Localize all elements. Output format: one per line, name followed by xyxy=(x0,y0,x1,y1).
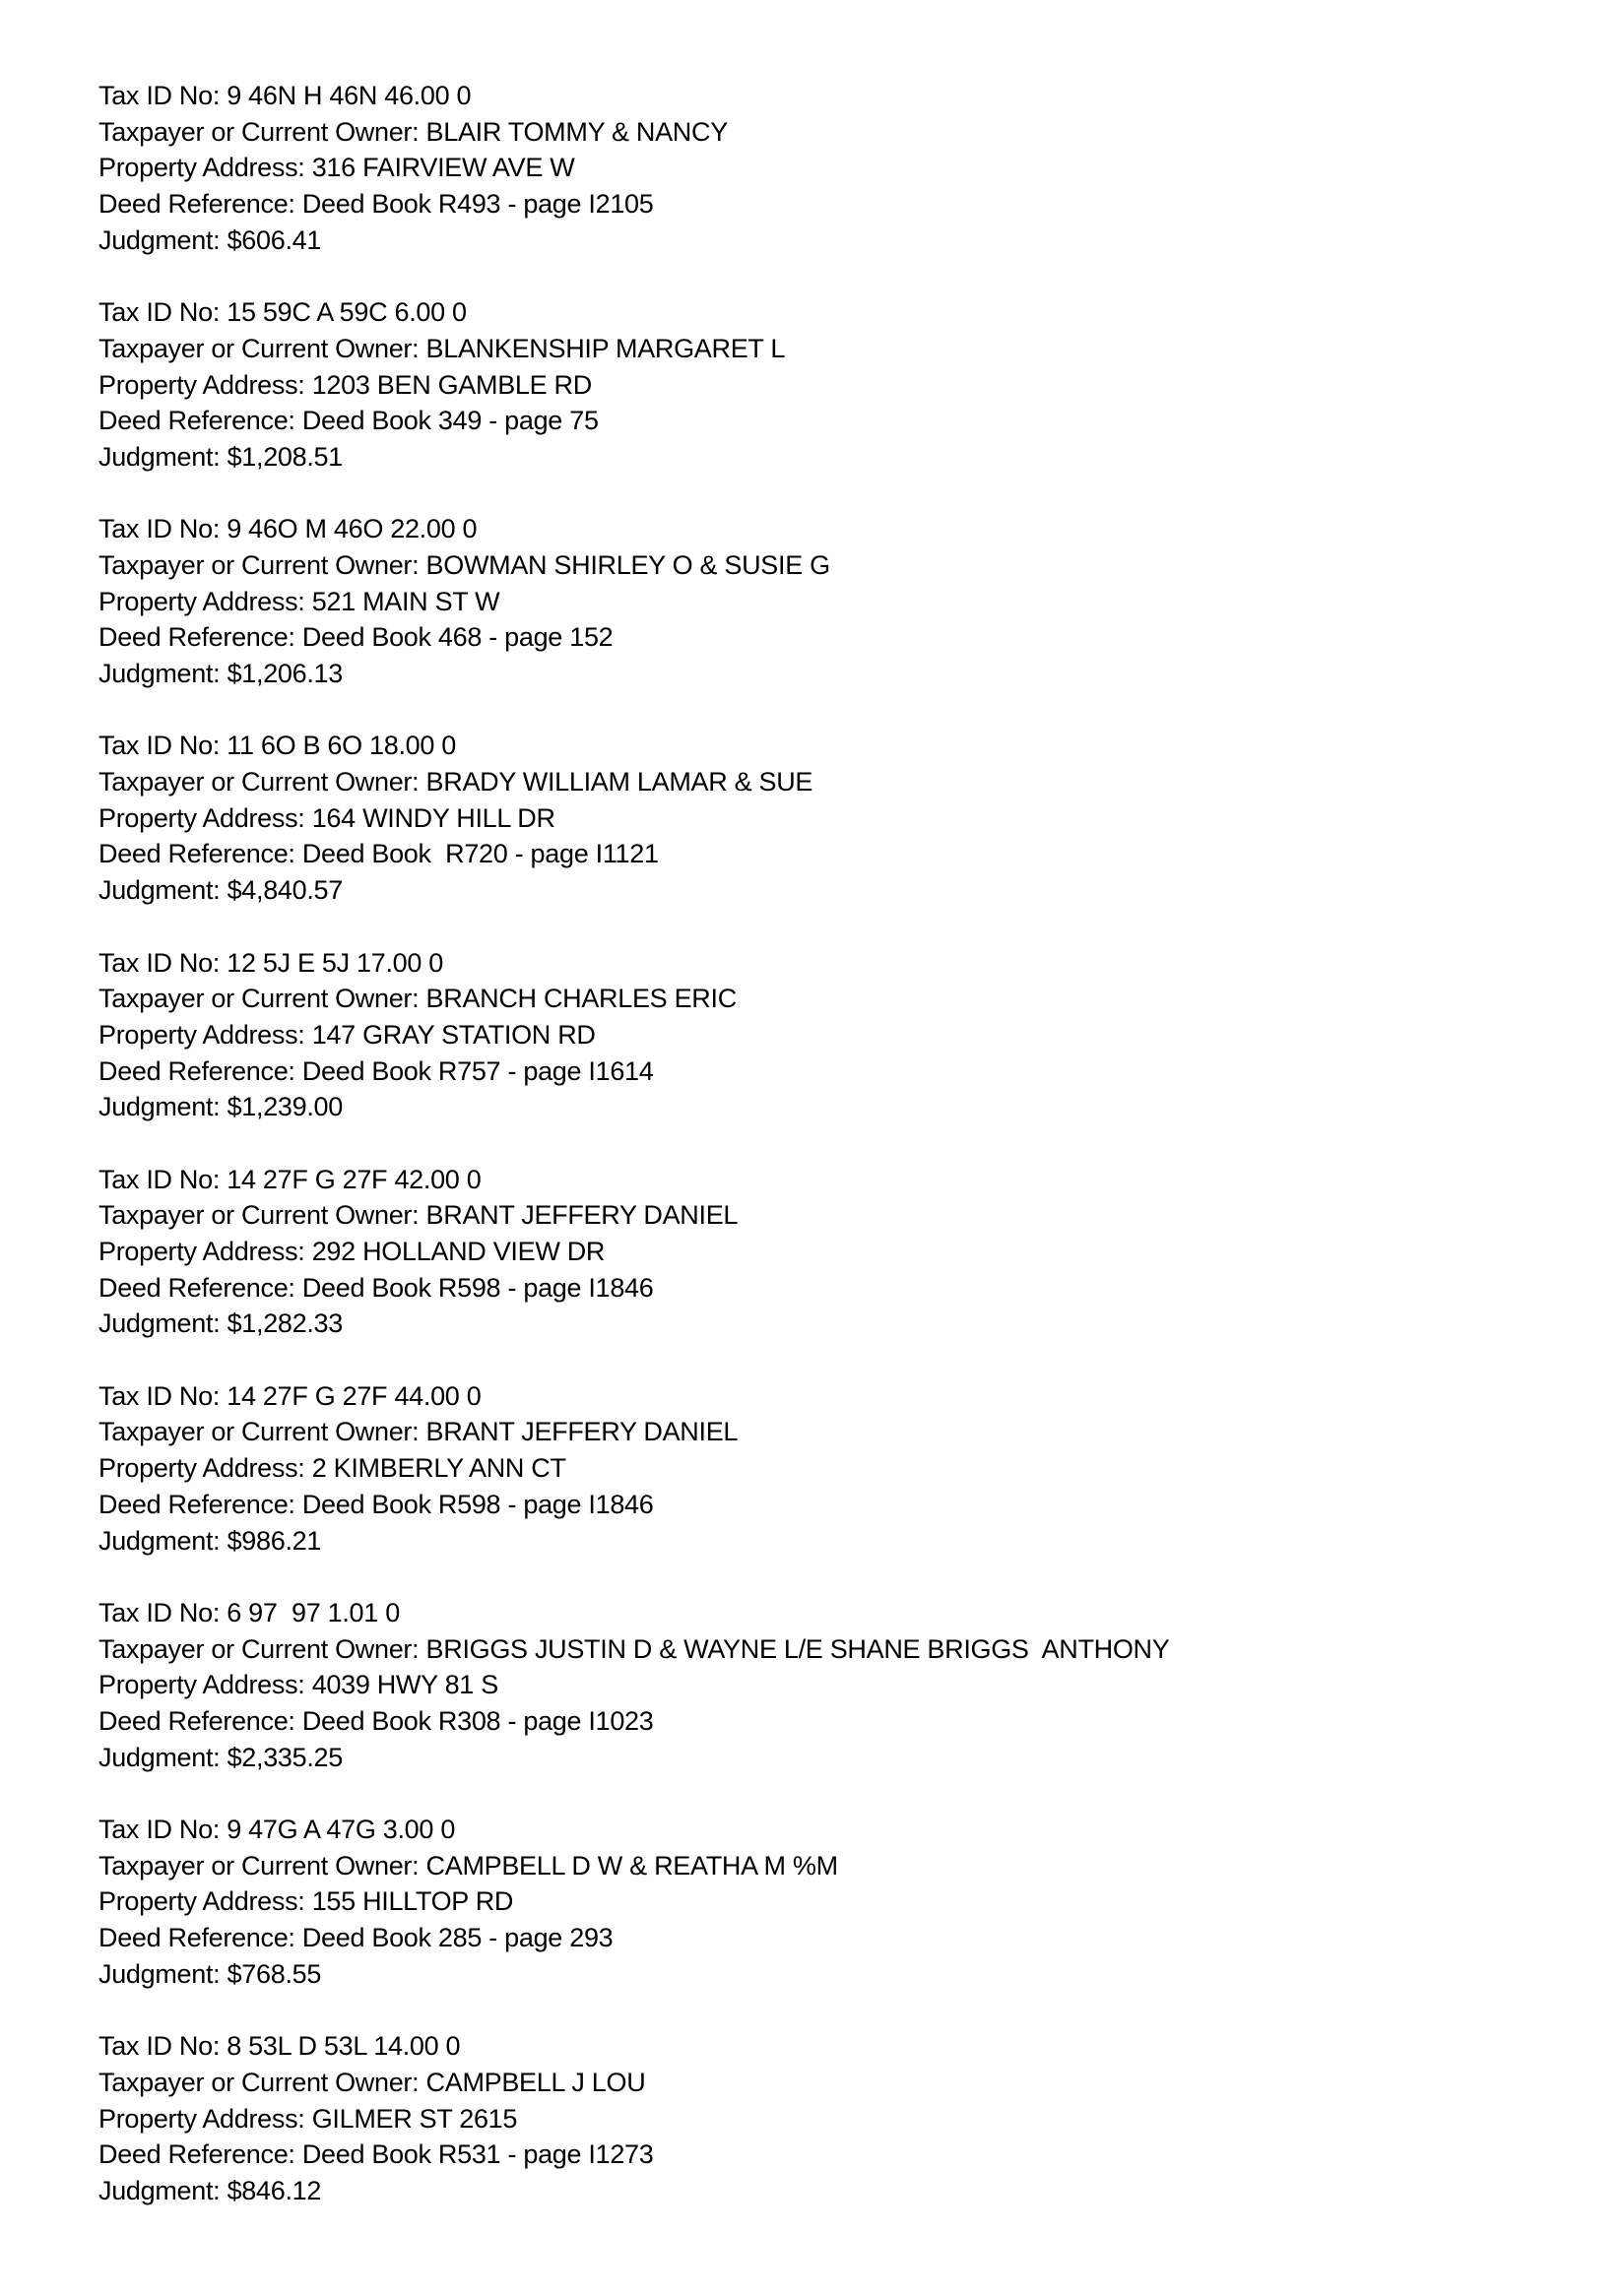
judgment-line xyxy=(98,1523,1576,1560)
judgment-line xyxy=(98,872,1576,909)
judgment-label: Judgment: xyxy=(98,659,227,688)
owner-label: Taxpayer or Current Owner: xyxy=(98,1633,426,1664)
owner-line xyxy=(98,764,1576,800)
address-label: Property Address: xyxy=(98,153,312,183)
tax-id-label: Tax ID No: xyxy=(98,297,227,328)
deed-label: Deed Reference: xyxy=(98,2139,302,2170)
address-label: Property Address: xyxy=(98,802,312,833)
judgment-value: $1,208.51 xyxy=(227,441,343,472)
owner-label: Taxpayer or Current Owner: xyxy=(98,1200,426,1231)
deed-line xyxy=(98,836,1576,872)
judgment-label: Judgment: xyxy=(98,441,227,472)
tax-id-value: 12 5J E 5J 17.00 0 xyxy=(227,947,444,978)
tax-id-value: 6 97 97 1.01 0 xyxy=(227,1597,400,1627)
document-page xyxy=(98,78,1576,2245)
owner-line xyxy=(98,331,1576,367)
address-value: 4039 HWY 81 S xyxy=(311,1670,498,1700)
owner-value: CAMPBELL D W & REATHA M %M xyxy=(425,1850,838,1881)
tax-record xyxy=(98,1378,1576,1559)
judgment-line xyxy=(98,1740,1576,1776)
tax-id-line xyxy=(98,78,1576,114)
judgment-label: Judgment: xyxy=(98,1525,227,1556)
judgment-label: Judgment: xyxy=(98,1308,227,1339)
owner-line xyxy=(98,2065,1576,2101)
tax-id-line xyxy=(98,1812,1576,1848)
judgment-value: $606.41 xyxy=(227,224,322,255)
deed-label: Deed Reference: xyxy=(98,622,302,653)
judgment-value: $1,282.33 xyxy=(227,1308,343,1339)
judgment-line xyxy=(98,656,1576,692)
deed-label: Deed Reference: xyxy=(98,1055,302,1086)
address-line xyxy=(98,367,1576,404)
address-line xyxy=(98,1234,1576,1270)
judgment-value: $768.55 xyxy=(227,1958,322,1989)
owner-value: BRIGGS JUSTIN D & WAYNE L/E SHANE BRIGGS ANTHONY xyxy=(425,1633,1170,1664)
tax-id-label: Tax ID No: xyxy=(98,731,227,761)
deed-value: Deed Book 468 - page 152 xyxy=(301,622,614,653)
owner-line xyxy=(98,1848,1576,1884)
tax-record xyxy=(98,728,1576,908)
address-line xyxy=(98,1667,1576,1703)
address-value: GILMER ST 2615 xyxy=(311,2103,518,2134)
owner-line xyxy=(98,547,1576,584)
deed-label: Deed Reference: xyxy=(98,189,302,220)
judgment-line xyxy=(98,223,1576,259)
address-value: 292 HOLLAND VIEW DR xyxy=(311,1237,606,1266)
judgment-value: $2,335.25 xyxy=(227,1742,343,1772)
tax-id-label: Tax ID No: xyxy=(98,1597,227,1627)
owner-value: BOWMAN SHIRLEY O & SUSIE G xyxy=(425,549,830,580)
owner-label: Taxpayer or Current Owner: xyxy=(98,984,426,1014)
address-label: Property Address: xyxy=(98,1453,312,1484)
deed-line xyxy=(98,1920,1576,1956)
tax-id-label: Tax ID No: xyxy=(98,1380,227,1411)
judgment-value: $846.12 xyxy=(227,2175,322,2205)
owner-line xyxy=(98,114,1576,151)
judgment-line xyxy=(98,1956,1576,1993)
address-label: Property Address: xyxy=(98,586,312,616)
judgment-label: Judgment: xyxy=(98,2175,227,2205)
deed-label: Deed Reference: xyxy=(98,1272,302,1303)
tax-id-label: Tax ID No: xyxy=(98,1164,227,1194)
owner-label: Taxpayer or Current Owner: xyxy=(98,333,426,363)
owner-line xyxy=(98,981,1576,1017)
address-value: 155 HILLTOP RD xyxy=(311,1886,514,1917)
tax-record xyxy=(98,2028,1576,2208)
judgment-value: $4,840.57 xyxy=(227,875,343,906)
tax-id-line xyxy=(98,728,1576,764)
owner-line xyxy=(98,1197,1576,1234)
tax-id-line xyxy=(98,1378,1576,1415)
address-label: Property Address: xyxy=(98,369,312,400)
deed-value: Deed Book R757 - page I1614 xyxy=(301,1055,654,1086)
judgment-label: Judgment: xyxy=(98,224,227,255)
judgment-label: Judgment: xyxy=(98,1092,227,1122)
judgment-value: $1,206.13 xyxy=(227,659,343,688)
address-line xyxy=(98,584,1576,620)
address-label: Property Address: xyxy=(98,1670,312,1700)
deed-value: Deed Book 349 - page 75 xyxy=(301,406,599,436)
tax-id-label: Tax ID No: xyxy=(98,947,227,978)
address-line xyxy=(98,1017,1576,1053)
tax-id-label: Tax ID No: xyxy=(98,81,227,110)
owner-value: BRANT JEFFERY DANIEL xyxy=(425,1200,739,1231)
tax-record xyxy=(98,1812,1576,1992)
deed-label: Deed Reference: xyxy=(98,1923,302,1953)
judgment-label: Judgment: xyxy=(98,1742,227,1772)
judgment-line xyxy=(98,1306,1576,1342)
tax-record xyxy=(98,1162,1576,1342)
owner-label: Taxpayer or Current Owner: xyxy=(98,549,426,580)
judgment-line xyxy=(98,439,1576,476)
owner-label: Taxpayer or Current Owner: xyxy=(98,116,426,147)
deed-label: Deed Reference: xyxy=(98,839,302,869)
deed-line xyxy=(98,1487,1576,1523)
tax-id-value: 14 27F G 27F 44.00 0 xyxy=(227,1380,482,1411)
address-line xyxy=(98,2101,1576,2137)
tax-id-line xyxy=(98,1162,1576,1198)
address-label: Property Address: xyxy=(98,2103,312,2134)
deed-line xyxy=(98,186,1576,223)
judgment-value: $1,239.00 xyxy=(227,1092,343,1122)
deed-line xyxy=(98,1053,1576,1090)
address-label: Property Address: xyxy=(98,1886,312,1917)
owner-value: CAMPBELL J LOU xyxy=(425,2067,646,2097)
owner-value: BLAIR TOMMY & NANCY xyxy=(425,116,728,147)
address-value: 316 FAIRVIEW AVE W xyxy=(311,153,575,183)
deed-value: Deed Book R598 - page I1846 xyxy=(301,1272,654,1303)
address-value: 164 WINDY HILL DR xyxy=(311,802,555,833)
address-value: 521 MAIN ST W xyxy=(311,586,500,616)
tax-id-label: Tax ID No: xyxy=(98,1815,227,1844)
tax-id-line xyxy=(98,1595,1576,1631)
tax-id-line xyxy=(98,294,1576,331)
deed-value: Deed Book R720 - page I1121 xyxy=(301,839,659,869)
tax-record xyxy=(98,78,1576,258)
tax-record xyxy=(98,511,1576,691)
address-line xyxy=(98,150,1576,186)
address-line xyxy=(98,1883,1576,1920)
owner-value: BRANT JEFFERY DANIEL xyxy=(425,1417,739,1447)
tax-id-line xyxy=(98,511,1576,547)
judgment-line xyxy=(98,1089,1576,1125)
address-label: Property Address: xyxy=(98,1237,312,1266)
tax-record xyxy=(98,294,1576,475)
tax-id-value: 8 53L D 53L 14.00 0 xyxy=(227,2031,461,2062)
tax-id-label: Tax ID No: xyxy=(98,514,227,544)
owner-value: BRADY WILLIAM LAMAR & SUE xyxy=(425,767,813,797)
owner-line xyxy=(98,1414,1576,1450)
deed-value: Deed Book R531 - page I1273 xyxy=(301,2139,654,2170)
tax-id-value: 9 46N H 46N 46.00 0 xyxy=(227,81,472,110)
tax-id-value: 15 59C A 59C 6.00 0 xyxy=(227,297,467,328)
tax-id-value: 9 47G A 47G 3.00 0 xyxy=(227,1815,456,1844)
deed-label: Deed Reference: xyxy=(98,406,302,436)
judgment-line xyxy=(98,2173,1576,2209)
judgment-label: Judgment: xyxy=(98,1958,227,1989)
tax-id-value: 11 6O B 6O 18.00 0 xyxy=(227,731,457,761)
deed-label: Deed Reference: xyxy=(98,1705,302,1736)
address-value: 147 GRAY STATION RD xyxy=(311,1019,596,1050)
address-value: 1203 BEN GAMBLE RD xyxy=(311,369,592,400)
deed-value: Deed Book R308 - page I1023 xyxy=(301,1705,654,1736)
address-value: 2 KIMBERLY ANN CT xyxy=(311,1453,566,1484)
owner-label: Taxpayer or Current Owner: xyxy=(98,1850,426,1881)
tax-id-line xyxy=(98,945,1576,982)
deed-value: Deed Book R598 - page I1846 xyxy=(301,1489,654,1519)
deed-line xyxy=(98,619,1576,656)
tax-id-line xyxy=(98,2028,1576,2065)
address-line xyxy=(98,1450,1576,1487)
owner-label: Taxpayer or Current Owner: xyxy=(98,2067,426,2097)
deed-line xyxy=(98,1270,1576,1307)
address-line xyxy=(98,800,1576,837)
deed-line xyxy=(98,2137,1576,2173)
deed-label: Deed Reference: xyxy=(98,1489,302,1519)
deed-value: Deed Book R493 - page I2105 xyxy=(301,189,654,220)
tax-id-label: Tax ID No: xyxy=(98,2031,227,2062)
tax-id-value: 9 46O M 46O 22.00 0 xyxy=(227,514,478,544)
tax-record xyxy=(98,1595,1576,1775)
judgment-value: $986.21 xyxy=(227,1525,322,1556)
tax-record xyxy=(98,945,1576,1125)
judgment-label: Judgment: xyxy=(98,875,227,906)
owner-line xyxy=(98,1631,1576,1668)
owner-label: Taxpayer or Current Owner: xyxy=(98,767,426,797)
address-label: Property Address: xyxy=(98,1019,312,1050)
owner-label: Taxpayer or Current Owner: xyxy=(98,1417,426,1447)
deed-line xyxy=(98,403,1576,439)
owner-value: BLANKENSHIP MARGARET L xyxy=(425,333,786,363)
deed-line xyxy=(98,1703,1576,1740)
tax-id-value: 14 27F G 27F 42.00 0 xyxy=(227,1164,482,1194)
owner-value: BRANCH CHARLES ERIC xyxy=(425,984,737,1014)
deed-value: Deed Book 285 - page 293 xyxy=(301,1923,614,1953)
